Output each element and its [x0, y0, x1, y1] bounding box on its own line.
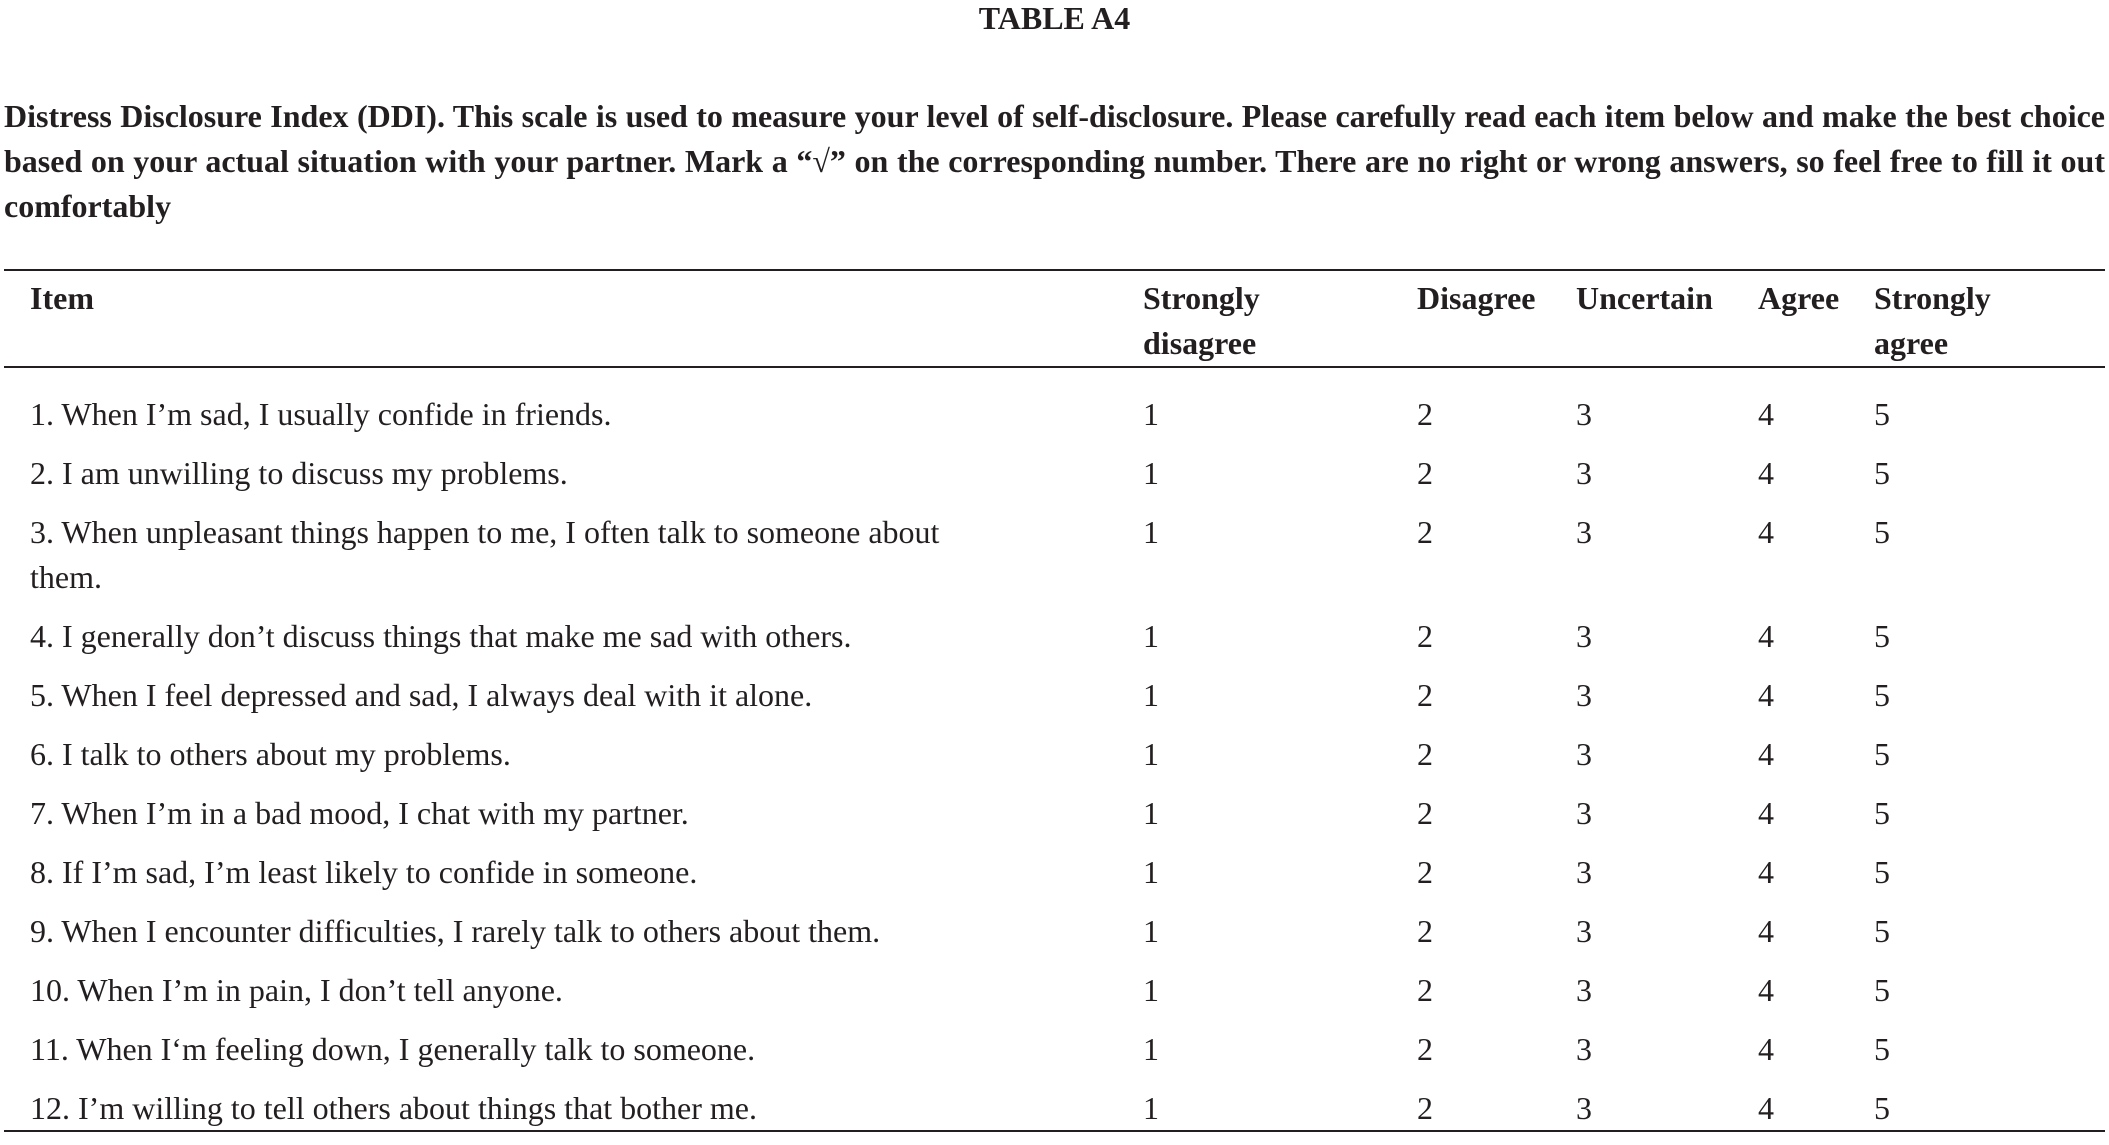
table-row: [0, 732, 2109, 791]
option-strongly-disagree: 1: [1143, 396, 1159, 432]
option-agree: 4: [1758, 795, 1774, 831]
option-strongly-disagree: 1: [1143, 1031, 1159, 1067]
table-body: [0, 392, 2109, 1145]
header-strongly-disagree: [1143, 276, 1260, 366]
option-uncertain: 3: [1576, 396, 1592, 432]
option-disagree: 2: [1417, 972, 1433, 1008]
item-text: [30, 510, 1120, 600]
option-disagree: 2: [1417, 455, 1433, 491]
table-title: TABLE A4: [978, 0, 1131, 36]
option-uncertain: 3: [1576, 736, 1592, 772]
option-agree: 4: [1758, 1031, 1774, 1067]
option-strongly-agree: 5: [1874, 455, 1890, 491]
option-strongly-agree: 5: [1874, 854, 1890, 890]
table-row: [0, 968, 2109, 1027]
option-agree: 4: [1758, 854, 1774, 890]
table-bottom-rule: [4, 1130, 2105, 1132]
option-strongly-disagree: 1: [1143, 455, 1159, 491]
option-disagree: 2: [1417, 677, 1433, 713]
header-disagree: Disagree: [1417, 280, 1536, 316]
option-agree: 4: [1758, 514, 1774, 550]
header-agree: Agree: [1758, 280, 1840, 316]
item-text: 6. I talk to others about my problems.: [30, 736, 511, 772]
option-disagree: 2: [1417, 736, 1433, 772]
option-strongly-agree: 5: [1874, 913, 1890, 949]
option-strongly-agree: 5: [1874, 514, 1890, 550]
option-agree: 4: [1758, 972, 1774, 1008]
item-text: 2. I am unwilling to discuss my problems.: [30, 455, 568, 491]
option-agree: 4: [1758, 736, 1774, 772]
item-text-line1: 3. When unpleasant things happen to me, I often talk to someone about: [30, 514, 940, 550]
table-row: [0, 791, 2109, 850]
header-strongly-agree-line1: Strongly: [1874, 280, 1991, 316]
option-disagree: 2: [1417, 514, 1433, 550]
table-row: [0, 451, 2109, 510]
option-uncertain: 3: [1576, 854, 1592, 890]
option-uncertain: 3: [1576, 1090, 1592, 1126]
table-row: [0, 1086, 2109, 1145]
table-top-rule: [4, 269, 2105, 271]
table-row: [0, 614, 2109, 673]
option-agree: 4: [1758, 455, 1774, 491]
table-row: [0, 510, 2109, 614]
option-agree: 4: [1758, 1090, 1774, 1126]
option-agree: 4: [1758, 677, 1774, 713]
option-uncertain: 3: [1576, 972, 1592, 1008]
option-strongly-disagree: 1: [1143, 913, 1159, 949]
table-row: [0, 909, 2109, 968]
option-uncertain: 3: [1576, 795, 1592, 831]
option-strongly-disagree: 1: [1143, 618, 1159, 654]
option-strongly-disagree: 1: [1143, 795, 1159, 831]
header-strongly-agree-line2: agree: [1874, 325, 1949, 361]
option-disagree: 2: [1417, 396, 1433, 432]
item-text-line2: them.: [30, 559, 102, 595]
option-uncertain: 3: [1576, 455, 1592, 491]
option-disagree: 2: [1417, 913, 1433, 949]
option-agree: 4: [1758, 913, 1774, 949]
table-row: [0, 392, 2109, 451]
option-uncertain: 3: [1576, 1031, 1592, 1067]
header-strongly-disagree-line1: Strongly: [1143, 280, 1260, 316]
option-strongly-agree: 5: [1874, 1090, 1890, 1126]
option-strongly-disagree: 1: [1143, 854, 1159, 890]
option-strongly-disagree: 1: [1143, 972, 1159, 1008]
item-text: 7. When I’m in a bad mood, I chat with my partner.: [30, 795, 689, 831]
header-uncertain: Uncertain: [1576, 280, 1713, 316]
option-strongly-agree: 5: [1874, 677, 1890, 713]
header-item: Item: [30, 280, 94, 316]
table-header-rule: [4, 366, 2105, 368]
item-text: 10. When I’m in pain, I don’t tell anyone.: [30, 972, 563, 1008]
item-text: 12. I’m willing to tell others about things that bother me.: [30, 1090, 757, 1126]
option-strongly-agree: 5: [1874, 618, 1890, 654]
option-strongly-disagree: 1: [1143, 736, 1159, 772]
option-strongly-agree: 5: [1874, 795, 1890, 831]
option-agree: 4: [1758, 618, 1774, 654]
option-strongly-agree: 5: [1874, 972, 1890, 1008]
option-uncertain: 3: [1576, 618, 1592, 654]
option-strongly-agree: 5: [1874, 1031, 1890, 1067]
item-text: 9. When I encounter difficulties, I rarely talk to others about them.: [30, 913, 881, 949]
header-strongly-disagree-line2: disagree: [1143, 325, 1257, 361]
option-strongly-disagree: 1: [1143, 1090, 1159, 1126]
table-row: [0, 673, 2109, 732]
option-strongly-agree: 5: [1874, 736, 1890, 772]
option-strongly-disagree: 1: [1143, 677, 1159, 713]
option-disagree: 2: [1417, 795, 1433, 831]
header-strongly-agree: [1874, 276, 1991, 366]
item-text: 1. When I’m sad, I usually confide in friends.: [30, 396, 612, 432]
option-strongly-disagree: 1: [1143, 514, 1159, 550]
option-disagree: 2: [1417, 618, 1433, 654]
item-text: 11. When I‘m feeling down, I generally talk to someone.: [30, 1031, 756, 1067]
table-header-row: [0, 276, 2109, 366]
item-text: 8. If I’m sad, I’m least likely to confide in someone.: [30, 854, 698, 890]
table-row: [0, 850, 2109, 909]
option-uncertain: 3: [1576, 514, 1592, 550]
option-disagree: 2: [1417, 854, 1433, 890]
option-strongly-agree: 5: [1874, 396, 1890, 432]
option-uncertain: 3: [1576, 913, 1592, 949]
item-text: 5. When I feel depressed and sad, I always deal with it alone.: [30, 677, 813, 713]
option-uncertain: 3: [1576, 677, 1592, 713]
option-agree: 4: [1758, 396, 1774, 432]
table-row: [0, 1027, 2109, 1086]
item-text: 4. I generally don’t discuss things that make me sad with others.: [30, 618, 852, 654]
table-caption: Distress Disclosure Index (DDI). This scale is used to measure your level of self-disclosure. Please carefully read each item below and make the best choice based on your actual situation with your partner. Mark a “√” on the corresponding number. There are no right or wrong answers, so feel free to fill it out comfortably: [4, 98, 2105, 224]
option-disagree: 2: [1417, 1031, 1433, 1067]
option-disagree: 2: [1417, 1090, 1433, 1126]
